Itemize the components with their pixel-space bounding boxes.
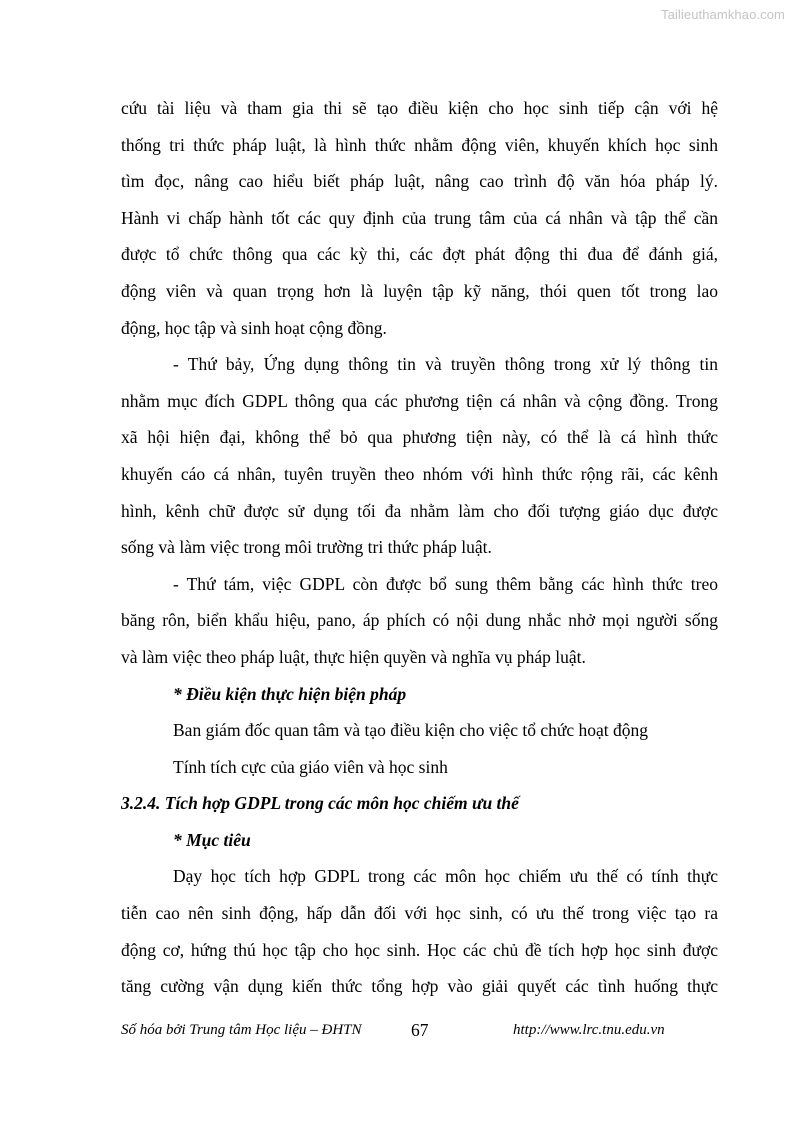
text-line: sống và làm việc trong môi trường tri thức pháp luật. [121,537,492,558]
page-footer [121,1022,718,1044]
text-line: - Thứ bảy, Ứng dụng thông tin và truyền thông trong xử lý thông tin [173,354,718,375]
watermark: Tailieuthamkhao.com [660,7,785,22]
text-line: được tổ chức thông qua các kỳ thi, các đợt phát động thi đua để đánh giá, [121,244,718,265]
footer-source: Số hóa bởi Trung tâm Học liệu – ĐHTN [121,1022,362,1038]
text-line: Tính tích cực của giáo viên và học sinh [173,756,448,777]
text-line: - Thứ tám, việc GDPL còn được bổ sung thêm bằng các hình thức treo [173,573,718,594]
text-line: Hành vi chấp hành tốt các quy định của trung tâm của cá nhân và tập thể cần [121,207,718,228]
text-line: và làm việc theo pháp luật, thực hiện quyền và nghĩa vụ pháp luật. [121,646,586,667]
text-line: thống tri thức pháp luật, là hình thức nhằm động viên, khuyến khích học sinh [121,134,718,155]
text-line: tìm đọc, nâng cao hiểu biết pháp luật, nâng cao trình độ văn hóa pháp lý. [121,171,718,192]
text-line: khuyến cáo cá nhân, tuyên truyền theo nhóm với hình thức rộng rãi, các kênh [121,463,718,484]
text-line: tăng cường vận dụng kiến thức tổng hợp vào giải quyết các tình huống thực [121,976,718,997]
text-line: cứu tài liệu và tham gia thi sẽ tạo điều kiện cho học sinh tiếp cận với hệ [121,98,718,118]
section-heading: 3.2.4. Tích hợp GDPL trong các môn học chiếm ưu thế [121,793,519,814]
page-number: 67 [411,1020,429,1040]
text-line: động viên và quan trọng hơn là luyện tập kỹ năng, thói quen tốt trong lao [121,280,718,301]
section-subheading: * Điều kiện thực hiện biện pháp [173,683,407,704]
text-line: tiễn cao nên sinh động, hấp dẫn đối với học sinh, có ưu thế trong việc tạo ra [121,903,718,924]
text-line: xã hội hiện đại, không thể bỏ qua phương tiện này, có thể là cá hình thức [121,427,718,448]
text-line: Dạy học tích hợp GDPL trong các môn học chiếm ưu thế có tính thực [173,866,718,887]
text-line: nhằm mục đích GDPL thông qua các phương tiện cá nhân và cộng đồng. Trong [121,390,718,411]
page-body [121,90,718,1005]
text-line: động, học tập và sinh hoạt cộng đồng. [121,317,387,338]
text-line: động cơ, hứng thú học tập cho học sinh. Học các chủ đề tích hợp học sinh được [121,939,718,960]
footer-url: http://www.lrc.tnu.edu.vn [513,1022,665,1038]
text-line: hình, kênh chữ được sử dụng tối đa nhằm làm cho đối tượng giáo dục được [121,500,718,521]
text-line: băng rôn, biển khẩu hiệu, pano, áp phích có nội dung nhắc nhở mọi người sống [121,610,718,631]
text-line: Ban giám đốc quan tâm và tạo điều kiện cho việc tổ chức hoạt động [173,720,649,741]
section-subheading: * Mục tiêu [173,829,251,850]
